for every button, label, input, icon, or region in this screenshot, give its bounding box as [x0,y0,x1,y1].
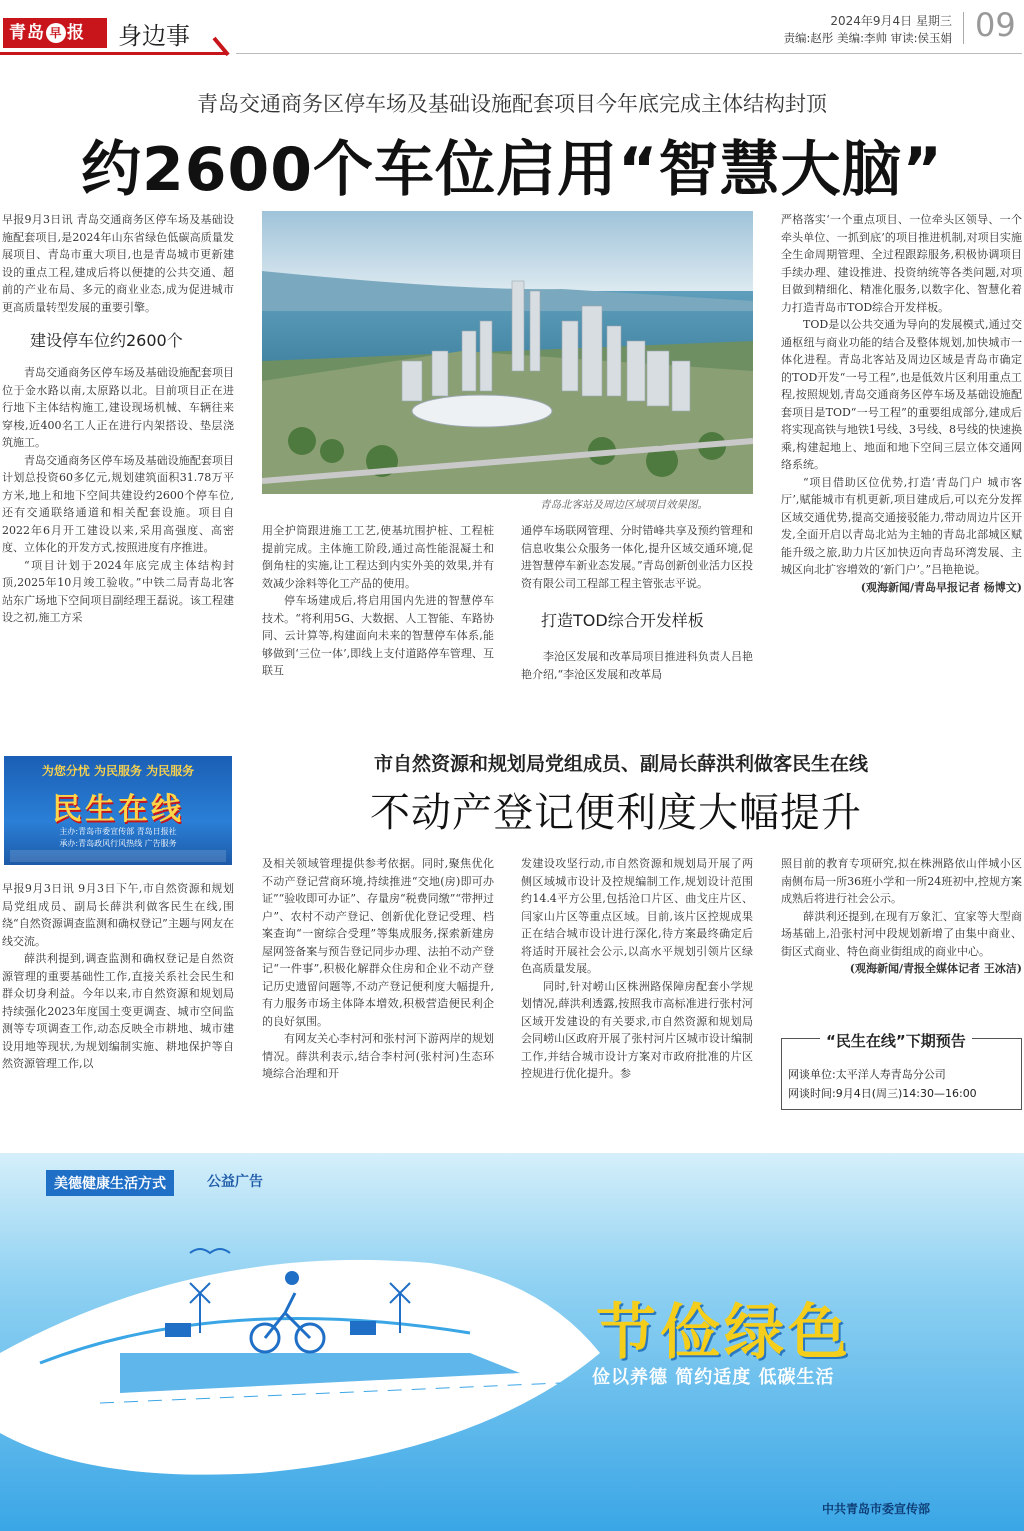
story1-column-1 [2,211,234,627]
story1-paragraph: “项目计划于2024年底完成主体结构封顶,2025年10月竣工验收。”中铁二局青岛北客站东广场地下空间项目副经理王磊说。该工程建设之初,施工方采 [2,558,234,624]
story2-column-4 [781,855,1022,978]
banner-organizer: 主办:青岛市委宣传部 青岛日报社 [59,827,177,836]
issue-date: 2024年9月4日 星期三 [830,14,952,28]
story1-paragraph: 通停车场联网管理、分时错峰共享及预约管理和信息收集公众服务一体化,提升区域交通环境,促进智慧停车新业态发展。”青岛创新创业活力区投资有限公司工程部工程主管张志平说。 [521,524,753,590]
story1-subhead-1: 建设停车位约2600个 [30,331,183,350]
photo-caption: 青岛北客站及周边区域项目效果图。 [540,499,708,511]
banner-host: 承办:青岛政风行风热线 广告服务 [59,839,177,848]
story2-column-2 [262,855,494,1083]
story1-paragraph: “项目借助区位优势,打造‘青岛门户 城市客厅’,赋能城市有机更新,项目建成后,可以充分发挥区域交通优势,提高交通接驳能力,带动周边片区开发,全面开启以青岛北站为主轴的青岛北部城区赋能升级之旅,助力片区加快迈向青岛环湾发展、主城区向北扩容增效的‘新门户’。”吕艳艳说。 [781,475,1022,576]
masthead-divider [236,53,1022,54]
ad-title: 节俭绿色 [596,1298,852,1368]
story2-column-1 [2,880,234,1073]
story1-column-4 [781,211,1022,596]
story2-paragraph: 有网友关心李村河和张村河下游两岸的规划情况。薛洪利表示,结合李村河(张村河)生态环境综合治理和开 [262,1032,494,1080]
story2-paragraph: 薛洪利提到,调查监测和确权登记是自然资源管理的重要基础性工作,直接关系社会民生和群众切身利益。今年以来,市自然资源和规划局持续强化2023年度国土变更调查、城市空间监测等专项调查工作,动态反映全市耕地、城市建设用地等现状,为规划编制实施、耕地保护等自然资源管理工作,以 [2,952,234,1070]
story2-paragraph: 及相关领域管理提供参考依据。同时,聚焦优化不动产登记营商环境,持续推进“交地(房)即可办证”“验收即可办证”、存量房“税费同缴”“带押过户”、农村不动产登记、创新优化登记受理、档案查询“一窗综合受理”等集成服务,探索新建房屋网签备案与预告登记同步办理、法拍不动产登记“一件事”,积极化解群众住房和企业不动产登记历史遗留问题等,不动产登记便利度大幅提升,有力服务市场主体降本增效,积极营造便民利企的良好氛围。 [262,857,494,1028]
preview-unit: 网谈单位:太平洋人寿青岛分公司 [788,1068,946,1081]
story2-byline: (观海新闻/青报全媒体记者 王冰洁) [849,962,1022,975]
story1-paragraph: 停车场建成后,将启用国内先进的智慧停车技术。“将利用5G、大数据、人工智能、车路协同、云计算等,构建面向未来的智慧停车体系,能够做到‘三位一体’,即线上支付道路停车管理、互联互 [262,594,494,677]
story2-headline: 不动产登记便利度大幅提升 [370,790,862,836]
page-number-divider [963,12,964,44]
banner-title: 民生在线 [52,792,184,827]
ad-slogan: 俭以养德 简约适度 低碳生活 [592,1367,835,1388]
story1-paragraph: 青岛交通商务区停车场及基础设施配套项目计划总投资60多亿元,规划建筑面积31.78万平方米,地上和地下空间共建设约2600个停车位,还有交通联络通道和相关配套设施。项目自2022年6月开工建设以来,采用高强度、高密度、立体化的开发方式,按照进度有序推进。 [2,453,234,554]
story1-paragraph: TOD是以公共交通为导向的发展模式,通过交通枢纽与商业功能的结合及整体规划,加快城市一体化进程。青岛北客站及周边区域是青岛市确定的TOD开发“一号工程”,也是低效片区利用重点工程,按照规划,青岛交通商务区停车场及基础设施配套项目是TOD“一号工程”的重要组成部分,建成后将实现高铁与地铁1号线、3号线、8号线的快速换乘,构建起地上、地面和地下空间三层立体交通网络系统。 [781,318,1022,471]
story1-kicker: 青岛交通商务区停车场及基础设施配套项目今年底完成主体结构封顶 [197,92,827,116]
preview-title: “民生在线”下期预告 [820,1030,972,1051]
banner-slogan: 为您分忧 为民服务 为民服务 [41,764,195,778]
story1-column-3 [521,522,753,683]
public-service-ad [0,1153,1024,1531]
section-name: 身边事 [118,22,190,50]
ad-type-label: 公益广告 [207,1174,263,1190]
story1-subhead-2: 打造TOD综合开发样板 [541,611,704,630]
banner-footer-strip [10,850,226,862]
minsheng-online-banner [4,756,232,865]
ad-sponsor: 中共青岛市委宣传部 [822,1502,931,1516]
story1-lede: 早报9月3日讯 青岛交通商务区停车场及基础设施配套项目,是2024年山东省绿色低碳高质量发展项目、青岛市重大项目,也是青岛城市更新建设的重点工程,建成后将以便捷的公共交通、超前的产业布局、多元的商业业态,成为促进城市更高质量转型发展的重要引擎。 [2,213,234,314]
story1-byline: (观海新闻/青岛早报记者 杨博文) [860,580,1022,594]
story1-column-2 [262,522,494,680]
story2-kicker: 市自然资源和规划局党组成员、副局长薛洪利做客民生在线 [374,753,869,775]
newspaper-logo: 青岛 早 报 [3,18,107,48]
story1-paragraph: 青岛交通商务区停车场及基础设施配套项目位于金水路以南,太原路以北。目前项目正在进行地下主体结构施工,建设现场机械、车辆往来穿梭,近400名工人正在进行内架搭设、垫层浇筑施工。 [2,366,234,449]
story2-paragraph: 同时,针对崂山区株洲路保障房配套小学规划情况,薛洪利透露,按照我市高标准进行张村河区域开发建设的有关要求,市自然资源和规划局会同崂山区政府开展了张村河片区城市设计编制工作,并结合城市设计方案对市政府批准的片区控规进行优化提升。参 [521,979,753,1080]
story1-paragraph: 严格落实‘一个重点项目、一位牵头区领导、一个牵头单位、一抓到底’的项目推进机制,对项目实施全生命周期管理、全过程跟踪服务,积极协调项目手续办理、建设推进、投资纳统等各类问题,对项目做到精细化、精准化服务,以数字化、智慧化着力打造青岛市TOD综合开发样板。 [781,213,1022,314]
story2-column-3 [521,855,753,1083]
story2-paragraph: 发建设攻坚行动,市自然资源和规划局开展了两侧区域城市设计及控规编制工作,规划设计范围约14.4平方公里,包括沧口片区、曲戈庄片区、闫家山片区等重点区域。目前,该片区控规成果正在结合城市设计进行深化,待方案最终确定后将适时开展社会公示,以高水平规划引领片区绿色高质量发展。 [521,857,753,975]
story1-paragraph: 用全护筒跟进施工工艺,使基坑围护桩、工程桩提前完成。主体施工阶段,通过高性能混凝土和倒角柱的实施,让工程达到内实外美的效果,并有效减少涂料等化工产品的使用。 [262,524,494,590]
preview-time: 网谈时间:9月4日(周三)14:30—16:00 [788,1087,977,1100]
editor-credits: 责编:赵彤 美编:李帅 审读:侯玉娟 [783,31,952,45]
story2-lede: 早报9月3日讯 9月3日下午,市自然资源和规划局党组成员、副局长薛洪利做客民生在线,围绕“自然资源调查监测和确权登记”主题与网友在线交流。 [2,882,234,948]
masthead-rule [0,52,228,55]
story1-headline: 约2600个车位启用“智慧大脑” [81,135,943,205]
page-number: 09 [975,6,1016,44]
story2-paragraph: 薛洪利还提到,在现有万象汇、宜家等大型商场基础上,沿张村河中段规划新增了由集中商业、街区式商业、特色商业街组成的商业中心。 [781,909,1022,958]
ad-category-tag: 美德健康生活方式 [46,1170,174,1196]
story2-paragraph: 照目前的教育专项研究,拟在株洲路依山伴城小区南侧布局一所36班小学和一所24班初中,控规方案成熟后将进行社会公示。 [781,857,1022,905]
project-rendering-image [262,211,753,494]
story1-paragraph: 李沧区发展和改革局项目推进科负责人吕艳艳介绍,“李沧区发展和改革局 [521,650,753,681]
